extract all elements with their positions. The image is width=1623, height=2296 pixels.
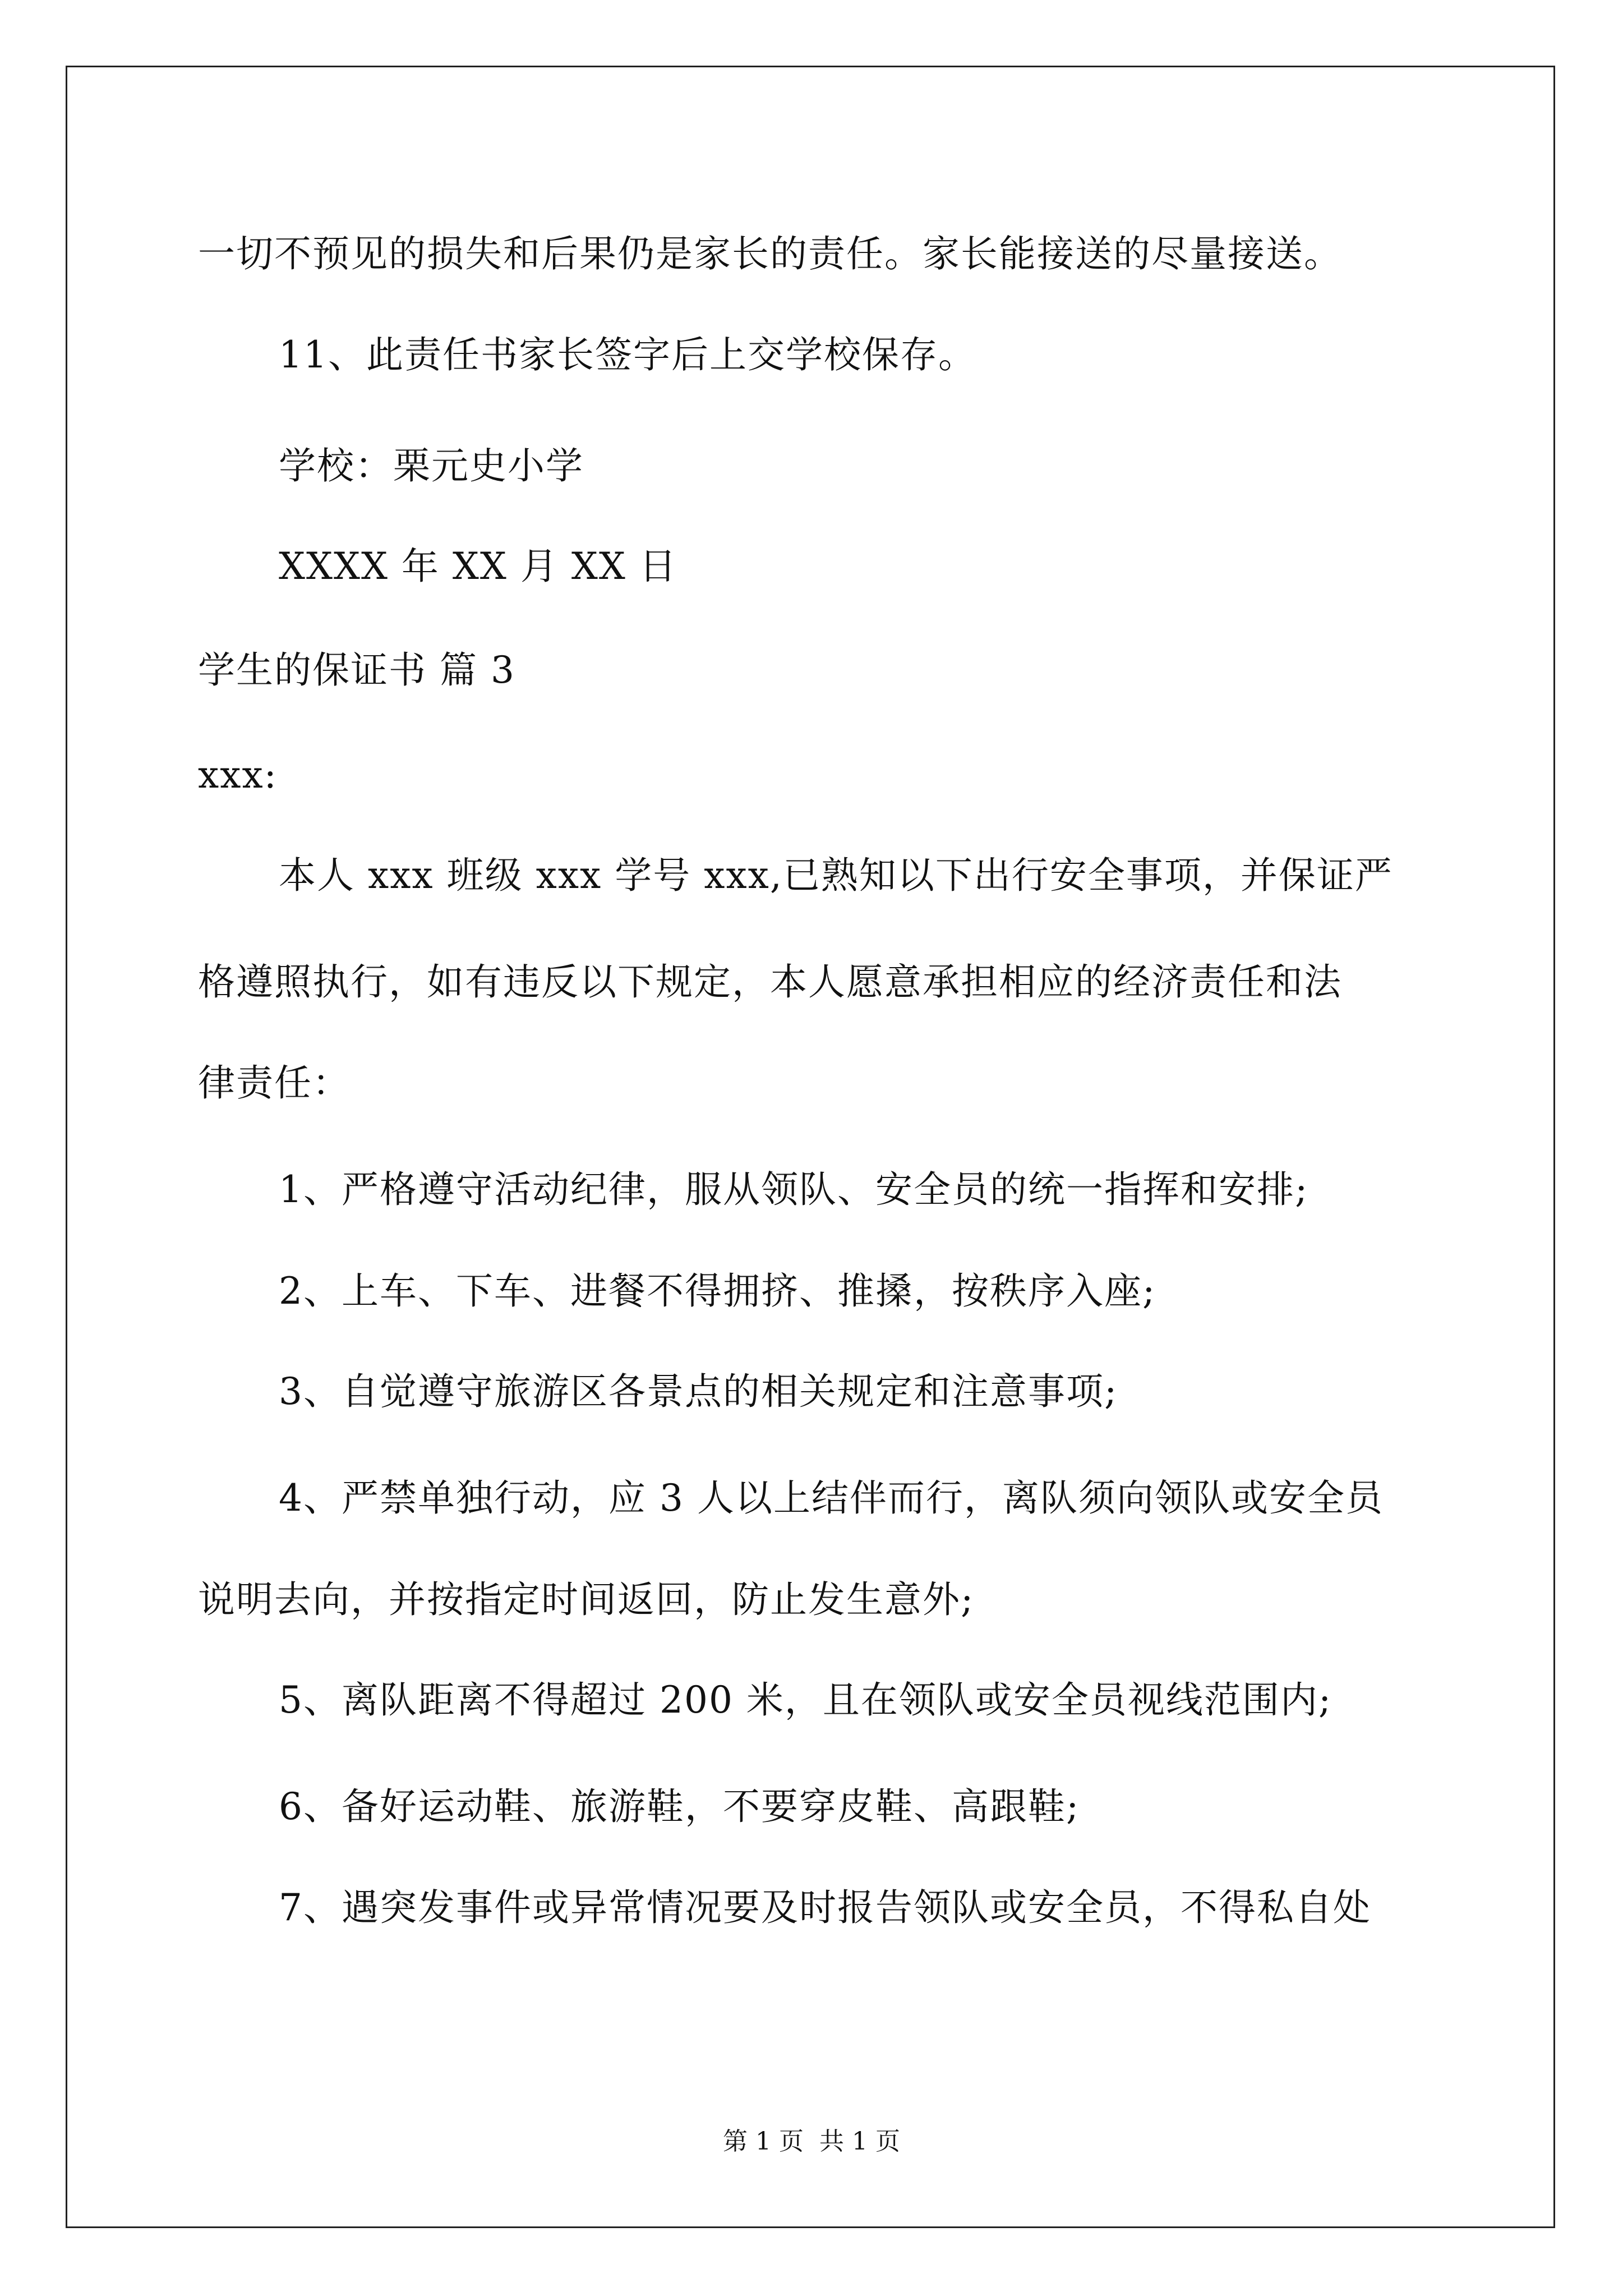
text-line: 2、上车、下车、进餐不得拥挤、推搡，按秩序入座; (279, 1269, 1156, 1313)
text-line: 说明去向，并按指定时间返回，防止发生意外; (198, 1578, 975, 1621)
page-footer (0, 2126, 1623, 2157)
text-line: 11、此责任书家长签字后上交学校保存。 (279, 333, 976, 376)
text-line: 一切不预见的损失和后果仍是家长的责任。家长能接送的尽量接送。 (198, 232, 1342, 275)
text-line: 3、自觉遵守旅游区各景点的相关规定和注意事项; (279, 1370, 1118, 1413)
text-line: 本人 xxx 班级 xxx 学号 xxx,已熟知以下出行安全事项，并保证严 (279, 854, 1393, 897)
text-line: 4、严禁单独行动，应 3 人以上结伴而行，离队须向领队或安全员 (279, 1476, 1384, 1520)
text-line: 律责任： (198, 1061, 351, 1105)
text-line: 5、离队距离不得超过 200 米，且在领队或安全员视线范围内; (279, 1678, 1332, 1722)
section-heading: 学生的保证书 篇 3 (198, 648, 515, 692)
page-number-current: 第 1 页 (723, 2127, 804, 2156)
text-line: 7、遇突发事件或异常情况要及时报告领队或安全员，不得私自处 (279, 1886, 1371, 1929)
text-line: 格遵照执行，如有违反以下规定，本人愿意承担相应的经济责任和法 (198, 960, 1342, 1004)
text-line: 1、严格遵守活动纪律，服从领队、安全员的统一指挥和安排; (279, 1168, 1309, 1211)
page-number-total: 共 1 页 (819, 2127, 900, 2156)
text-line: XXXX 年 XX 月 XX 日 (279, 545, 677, 588)
text-line: 6、备好运动鞋、旅游鞋，不要穿皮鞋、高跟鞋; (279, 1785, 1080, 1828)
text-line: 学校：栗元史小学 (279, 444, 584, 487)
text-line: xxx: (198, 753, 278, 797)
